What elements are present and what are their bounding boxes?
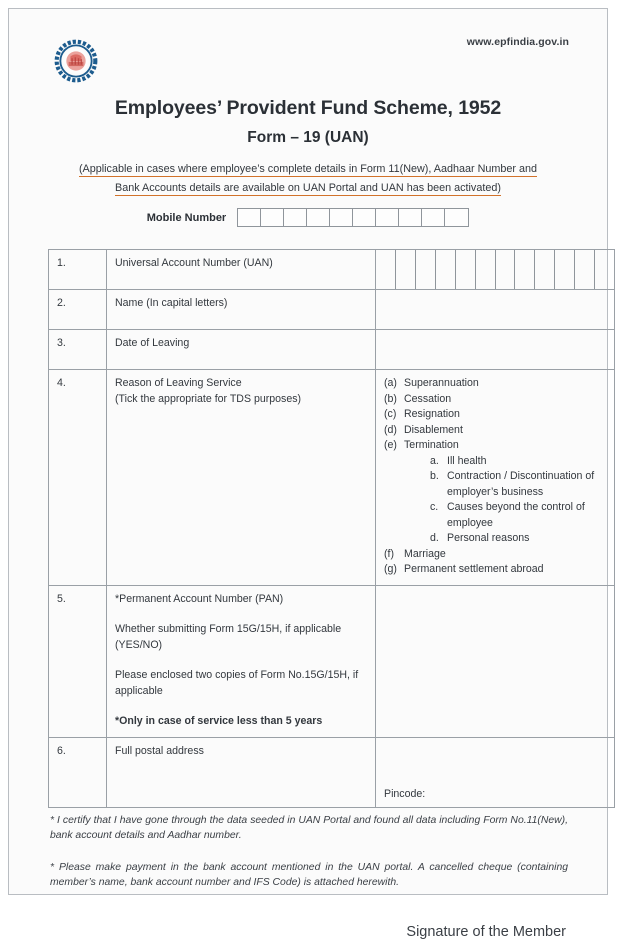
- reason-label-line-2: (Tick the appropriate for TDS purposes): [115, 392, 302, 405]
- reason-option-marker: (d): [384, 423, 397, 436]
- uan-digit-box-10[interactable]: [555, 250, 575, 289]
- uan-digit-box-8[interactable]: [515, 250, 535, 289]
- table-row-address: [49, 737, 615, 807]
- pan-line-4: *Only in case of service less than 5 years: [115, 715, 323, 727]
- uan-digit-box-6[interactable]: [476, 250, 496, 289]
- row-label-name: Name (In capital letters): [107, 290, 376, 330]
- mobile-number-row: [9, 208, 607, 227]
- mobile-digit-box-7[interactable]: [376, 209, 399, 226]
- uan-digit-box-2[interactable]: [396, 250, 416, 289]
- mobile-digit-box-8[interactable]: [399, 209, 422, 226]
- table-row-pan: [49, 585, 615, 737]
- termination-sub-option-text: Ill health: [447, 454, 487, 467]
- reason-options-list: [384, 376, 606, 454]
- termination-sub-option-item[interactable]: [430, 531, 606, 547]
- mobile-digit-box-1[interactable]: [238, 209, 261, 226]
- uan-digit-box-5[interactable]: [456, 250, 476, 289]
- uan-input[interactable]: [376, 250, 614, 289]
- pan-line-2: Whether submitting Form 15G/15H, if applicable (YES/NO): [115, 623, 342, 651]
- applicability-note: [61, 161, 555, 197]
- mobile-number-input[interactable]: [237, 208, 469, 227]
- row-label-reason: [107, 370, 376, 586]
- signature-label: Signature of the Member: [406, 923, 566, 940]
- uan-digit-box-12[interactable]: [595, 250, 614, 289]
- row-number-date-of-leaving: 3.: [49, 330, 107, 370]
- reason-options-tail-list: [384, 547, 606, 578]
- row-label-pan: [107, 585, 376, 737]
- reason-option-marker: (c): [384, 408, 397, 420]
- form-subtitle: Form – 19 (UAN): [247, 129, 369, 146]
- mobile-number-label: Mobile Number: [146, 211, 227, 224]
- termination-sub-option-text: Causes beyond the control of employee: [447, 501, 585, 529]
- termination-sub-option-item[interactable]: [430, 454, 606, 470]
- reason-option-item[interactable]: [384, 392, 606, 408]
- mobile-digit-box-10[interactable]: [445, 209, 468, 226]
- reason-option-marker: (e): [384, 439, 397, 451]
- uan-digit-box-11[interactable]: [575, 250, 595, 289]
- reason-option-marker: (g): [384, 563, 397, 575]
- mobile-digit-box-2[interactable]: [261, 209, 284, 226]
- termination-sub-option-text: Personal reasons: [447, 532, 530, 544]
- reason-option-marker: (b): [384, 392, 397, 405]
- uan-digit-box-4[interactable]: [436, 250, 456, 289]
- termination-sub-option-item[interactable]: [430, 469, 606, 500]
- mobile-digit-box-4[interactable]: [307, 209, 330, 226]
- table-row-reason: [49, 370, 615, 586]
- uan-digit-box-3[interactable]: [416, 250, 436, 289]
- row-label-uan: Universal Account Number (UAN): [107, 250, 376, 290]
- form-page: [8, 8, 608, 940]
- page-header: [9, 9, 607, 77]
- address-label-text: Full postal address: [115, 744, 204, 757]
- pincode-label: Pincode:: [384, 788, 426, 800]
- termination-sub-option-item[interactable]: [430, 500, 606, 531]
- reason-option-text: Disablement: [404, 423, 463, 436]
- name-input-cell[interactable]: [376, 290, 615, 330]
- row-number-uan: 1.: [49, 250, 107, 290]
- footnote-certification: * I certify that I have gone through the data seeded in UAN Portal and found all data including Form No.11(New), bank account details and Aadhar number.: [50, 814, 568, 841]
- termination-sub-option-marker: d.: [430, 532, 439, 544]
- reason-option-item[interactable]: [384, 438, 606, 454]
- reason-label-line-1: Reason of Leaving Service: [115, 377, 242, 389]
- table-row-uan: [49, 250, 615, 290]
- termination-sub-option-marker: b.: [430, 470, 439, 482]
- website-url: www.epfindia.gov.in: [466, 36, 569, 48]
- reason-options-cell: [376, 370, 615, 586]
- applicability-line-1: (Applicable in cases where employee’s complete details in Form 11(New), Aadhaar Number and: [78, 163, 538, 175]
- reason-option-marker: (a): [384, 377, 397, 389]
- form-table: [48, 249, 615, 808]
- reason-option-text: Resignation: [404, 408, 460, 420]
- uan-input-cell[interactable]: [376, 250, 615, 290]
- reason-option-text: Superannuation: [404, 377, 479, 389]
- reason-option-text: Termination: [404, 439, 459, 451]
- row-number-reason: 4.: [49, 370, 107, 586]
- reason-option-marker: (f): [384, 547, 394, 560]
- page-title: Employees’ Provident Fund Scheme, 1952: [114, 97, 502, 119]
- reason-option-text: Permanent settlement abroad: [404, 563, 544, 575]
- epfo-logo-icon: [53, 38, 99, 84]
- reason-option-text: Cessation: [404, 392, 452, 405]
- reason-option-item[interactable]: [384, 376, 606, 392]
- termination-sub-option-text: Contraction / Discontinuation of employer’s business: [447, 470, 595, 498]
- reason-option-item[interactable]: [384, 407, 606, 423]
- row-label-date-of-leaving: Date of Leaving: [107, 330, 376, 370]
- termination-sub-option-marker: a.: [430, 454, 439, 467]
- uan-digit-box-1[interactable]: [376, 250, 396, 289]
- footnote-payment: * Please make payment in the bank account mentioned in the UAN portal. A cancelled cheque (containing member’s name, bank account number and IFS Code) is attached herewith.: [50, 861, 568, 888]
- mobile-digit-box-6[interactable]: [353, 209, 376, 226]
- termination-sub-options-list: [430, 454, 606, 547]
- reason-option-text: Marriage: [404, 547, 446, 560]
- row-number-pan: 5.: [49, 585, 107, 737]
- mobile-digit-box-9[interactable]: [422, 209, 445, 226]
- mobile-digit-box-5[interactable]: [330, 209, 353, 226]
- pan-input-cell[interactable]: [376, 585, 615, 737]
- pan-line-1: *Permanent Account Number (PAN): [115, 592, 284, 605]
- footnotes: [50, 813, 568, 890]
- applicability-line-2: Bank Accounts details are available on UAN Portal and UAN has been activated): [115, 182, 501, 194]
- reason-option-item[interactable]: [384, 547, 606, 563]
- uan-digit-box-9[interactable]: [535, 250, 555, 289]
- mobile-digit-box-3[interactable]: [284, 209, 307, 226]
- row-number-name: 2.: [49, 290, 107, 330]
- address-input-cell[interactable]: [376, 737, 615, 807]
- reason-option-item[interactable]: [384, 423, 606, 439]
- row-label-address: [107, 737, 376, 807]
- table-row-name: [49, 290, 615, 330]
- row-number-address: 6.: [49, 737, 107, 807]
- uan-digit-box-7[interactable]: [496, 250, 516, 289]
- date-of-leaving-input-cell[interactable]: [376, 330, 615, 370]
- reason-option-item[interactable]: [384, 562, 606, 578]
- pan-line-3: Please enclosed two copies of Form No.15G/15H, if applicable: [115, 669, 359, 697]
- table-row-date-of-leaving: [49, 330, 615, 370]
- termination-sub-option-marker: c.: [430, 501, 439, 513]
